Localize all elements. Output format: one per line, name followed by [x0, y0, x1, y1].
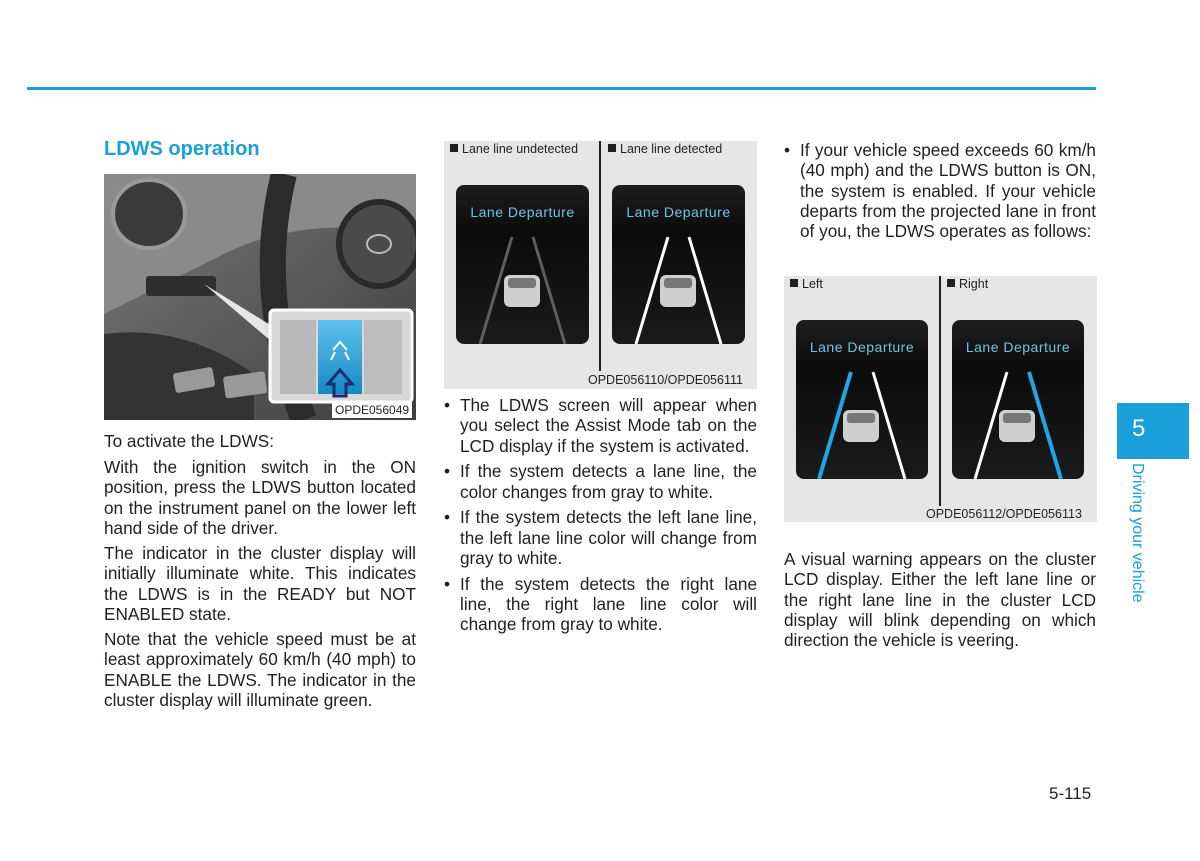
chapter-number: 5 — [1132, 415, 1146, 442]
speed-bullet-list — [784, 140, 1096, 247]
cluster-screen-detected — [612, 185, 745, 344]
figure-caption: OPDE056110/OPDE056111 — [588, 373, 743, 387]
figure-divider — [939, 276, 941, 506]
photo-caption: OPDE056049 — [332, 402, 412, 418]
cluster-screen-undetected — [456, 185, 589, 344]
legend-right: Right — [947, 277, 988, 291]
legend-left: Left — [790, 277, 823, 291]
chapter-title: Driving your vehicle — [1129, 463, 1146, 603]
list-item: • If the system detects a lane line, the color changes from gray to white. — [444, 461, 757, 502]
page-number: 5-115 — [1049, 784, 1092, 803]
chapter-tab — [1117, 403, 1189, 459]
figure-caption: OPDE056112/OPDE056113 — [926, 507, 1082, 521]
list-item: • If the system detects the right lane line, the right lane line color will change from gray to white. — [444, 574, 757, 635]
paragraph-activate: To activate the LDWS: — [104, 431, 275, 451]
paragraph-indicator-white: The indicator in the cluster display will initially illuminate white. This indicates the LDWS is in the READY but NOT ENABLED state. — [104, 543, 416, 624]
screen-title: Lane Departure — [809, 339, 915, 355]
ldws-button-photo — [104, 174, 416, 420]
paragraph-speed-note: Note that the vehicle speed must be at least approximately 60 km/h (40 mph) to ENABLE the LDWS. The indicator in the cluster display will illuminate green. — [104, 629, 416, 710]
legend-lane-undetected: Lane line undetected — [450, 142, 578, 156]
list-item: • The LDWS screen will appear when you select the Assist Mode tab on the LCD display if the system is activated. — [444, 395, 757, 456]
paragraph-visual-warning: A visual warning appears on the cluster LCD display. Either the left lane line or the right lane line in the cluster LCD display will blink depending on which direction the vehicle is veering. — [784, 549, 1096, 651]
header-rule — [27, 87, 1096, 90]
section-title: LDWS operation — [104, 138, 260, 160]
cluster-screen-right-warning — [952, 320, 1084, 479]
paragraph-ignition: With the ignition switch in the ON position, press the LDWS button located on the instrument panel on the lower left hand side of the driver. — [104, 457, 416, 538]
screen-title: Lane Departure — [965, 339, 1071, 355]
ldws-bullet-list — [444, 395, 757, 640]
figure-divider — [599, 141, 601, 371]
list-item: • If your vehicle speed exceeds 60 km/h (40 mph) and the LDWS button is ON, the system is enabled. If your vehicle departs from the projected lane in front of you, the LDWS operates as follows: — [784, 140, 1096, 241]
list-item: • If the system detects the left lane line, the left lane line color will change from gray to white. — [444, 507, 757, 568]
screen-title: Lane Departure — [626, 204, 731, 220]
cluster-screen-left-warning — [796, 320, 928, 479]
screen-title: Lane Departure — [470, 204, 575, 220]
legend-lane-detected: Lane line detected — [608, 142, 722, 156]
